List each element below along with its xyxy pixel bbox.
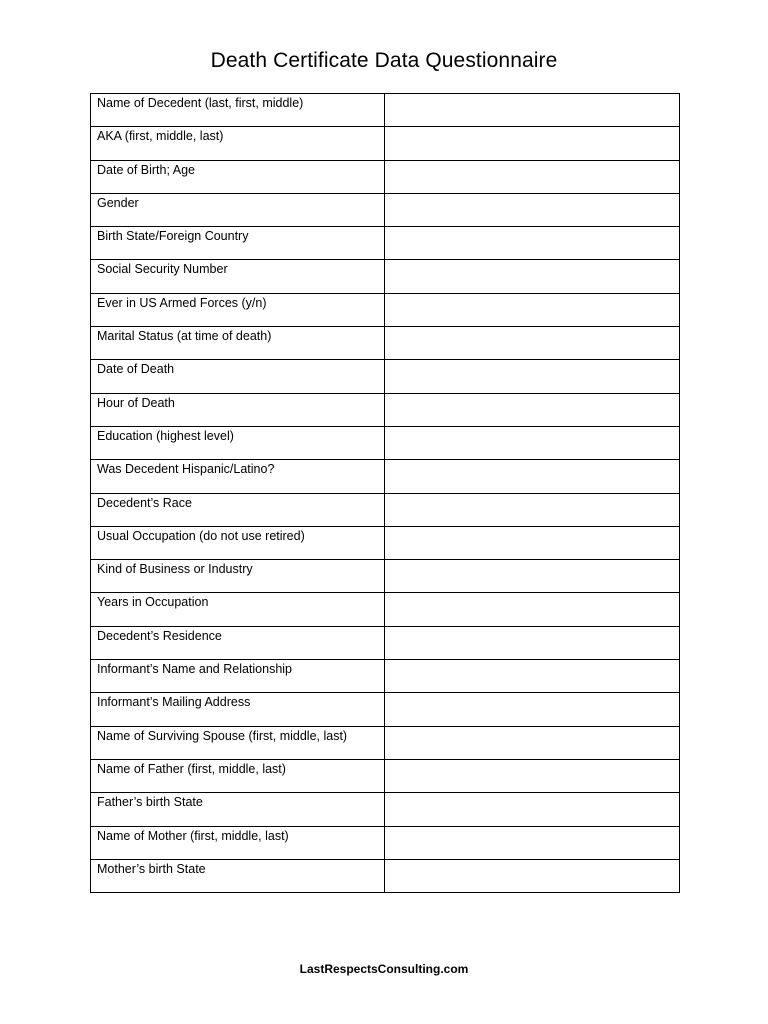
field-label-father-birth-state: Father’s birth State xyxy=(91,793,385,826)
field-label-mother-name: Name of Mother (first, middle, last) xyxy=(91,826,385,859)
table-row-hispanic-latino xyxy=(91,460,680,493)
table-row-surviving-spouse xyxy=(91,726,680,759)
table-row-date-of-death xyxy=(91,360,680,393)
table-row-race xyxy=(91,493,680,526)
field-label-date-of-birth-age: Date of Birth; Age xyxy=(91,160,385,193)
field-value-informant-name[interactable] xyxy=(385,660,680,693)
table-row-decedent-name xyxy=(91,94,680,127)
table-row-father-birth-state xyxy=(91,793,680,826)
field-label-mother-birth-state: Mother’s birth State xyxy=(91,859,385,892)
field-label-date-of-death: Date of Death xyxy=(91,360,385,393)
field-label-hispanic-latino: Was Decedent Hispanic/Latino? xyxy=(91,460,385,493)
table-row-education xyxy=(91,426,680,459)
table-row-business-industry xyxy=(91,560,680,593)
field-label-years-in-occupation: Years in Occupation xyxy=(91,593,385,626)
field-value-gender[interactable] xyxy=(385,193,680,226)
table-row-informant-name xyxy=(91,660,680,693)
field-value-armed-forces[interactable] xyxy=(385,293,680,326)
field-label-informant-name: Informant’s Name and Relationship xyxy=(91,660,385,693)
table-row-years-in-occupation xyxy=(91,593,680,626)
field-value-surviving-spouse[interactable] xyxy=(385,726,680,759)
field-label-gender: Gender xyxy=(91,193,385,226)
footer-website: LastRespectsConsulting.com xyxy=(299,962,469,976)
field-label-decedent-name: Name of Decedent (last, first, middle) xyxy=(91,94,385,127)
field-label-father-name: Name of Father (first, middle, last) xyxy=(91,759,385,792)
table-row-birth-state xyxy=(91,227,680,260)
field-value-ssn[interactable] xyxy=(385,260,680,293)
field-label-hour-of-death: Hour of Death xyxy=(91,393,385,426)
field-value-business-industry[interactable] xyxy=(385,560,680,593)
field-value-hispanic-latino[interactable] xyxy=(385,460,680,493)
field-label-birth-state: Birth State/Foreign Country xyxy=(91,227,385,260)
table-row-father-name xyxy=(91,759,680,792)
questionnaire-table xyxy=(90,93,680,893)
field-label-ssn: Social Security Number xyxy=(91,260,385,293)
field-value-usual-occupation[interactable] xyxy=(385,526,680,559)
table-row-usual-occupation xyxy=(91,526,680,559)
field-value-education[interactable] xyxy=(385,426,680,459)
table-row-ssn xyxy=(91,260,680,293)
field-value-father-birth-state[interactable] xyxy=(385,793,680,826)
field-label-surviving-spouse: Name of Surviving Spouse (first, middle, last) xyxy=(91,726,385,759)
table-row-gender xyxy=(91,193,680,226)
field-label-education: Education (highest level) xyxy=(91,426,385,459)
table-row-date-of-birth-age xyxy=(91,160,680,193)
field-value-informant-address[interactable] xyxy=(385,693,680,726)
field-value-decedent-name[interactable] xyxy=(385,94,680,127)
table-row-marital-status xyxy=(91,327,680,360)
field-value-mother-birth-state[interactable] xyxy=(385,859,680,892)
field-value-race[interactable] xyxy=(385,493,680,526)
field-value-birth-state[interactable] xyxy=(385,227,680,260)
field-value-residence[interactable] xyxy=(385,626,680,659)
field-value-years-in-occupation[interactable] xyxy=(385,593,680,626)
field-label-marital-status: Marital Status (at time of death) xyxy=(91,327,385,360)
table-row-mother-birth-state xyxy=(91,859,680,892)
field-label-residence: Decedent’s Residence xyxy=(91,626,385,659)
table-row-hour-of-death xyxy=(91,393,680,426)
field-value-father-name[interactable] xyxy=(385,759,680,792)
field-value-hour-of-death[interactable] xyxy=(385,393,680,426)
field-label-armed-forces: Ever in US Armed Forces (y/n) xyxy=(91,293,385,326)
page-title: Death Certificate Data Questionnaire xyxy=(210,49,558,72)
field-label-usual-occupation: Usual Occupation (do not use retired) xyxy=(91,526,385,559)
field-label-business-industry: Kind of Business or Industry xyxy=(91,560,385,593)
field-value-aka[interactable] xyxy=(385,127,680,160)
field-label-race: Decedent’s Race xyxy=(91,493,385,526)
table-row-informant-address xyxy=(91,693,680,726)
table-row-armed-forces xyxy=(91,293,680,326)
table-row-residence xyxy=(91,626,680,659)
field-value-date-of-death[interactable] xyxy=(385,360,680,393)
field-value-date-of-birth-age[interactable] xyxy=(385,160,680,193)
field-value-marital-status[interactable] xyxy=(385,327,680,360)
table-row-aka xyxy=(91,127,680,160)
field-label-informant-address: Informant’s Mailing Address xyxy=(91,693,385,726)
table-row-mother-name xyxy=(91,826,680,859)
field-label-aka: AKA (first, middle, last) xyxy=(91,127,385,160)
field-value-mother-name[interactable] xyxy=(385,826,680,859)
